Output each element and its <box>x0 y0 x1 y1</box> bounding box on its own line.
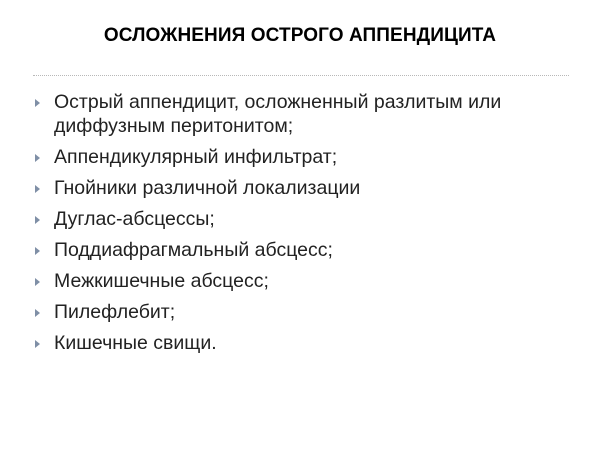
list-item-text: Кишечные свищи. <box>54 332 217 354</box>
bullet-list <box>35 90 570 362</box>
list-item <box>35 331 570 355</box>
list-item <box>35 90 570 138</box>
slide-title: ОСЛОЖНЕНИЯ ОСТРОГО АППЕНДИЦИТА <box>103 25 497 46</box>
list-item-text: Пилефлебит; <box>54 301 176 323</box>
triangle-bullet-icon <box>35 216 40 224</box>
list-item-text: Гнойники различной локализации <box>54 177 361 199</box>
list-item <box>35 145 570 169</box>
list-item-text: Острый аппендицит, осложненный разлитым или диффузным перитонитом; <box>54 91 502 137</box>
triangle-bullet-icon <box>35 99 40 107</box>
triangle-bullet-icon <box>35 340 40 348</box>
list-item-text: Межкишечные абсцесс; <box>54 270 269 292</box>
list-item <box>35 176 570 200</box>
triangle-bullet-icon <box>35 185 40 193</box>
list-item <box>35 238 570 262</box>
triangle-bullet-icon <box>35 247 40 255</box>
triangle-bullet-icon <box>35 154 40 162</box>
list-item-text: Дуглас-абсцессы; <box>54 208 215 230</box>
list-item <box>35 300 570 324</box>
list-item <box>35 207 570 231</box>
list-item <box>35 269 570 293</box>
triangle-bullet-icon <box>35 309 40 317</box>
list-item-text: Поддиафрагмальный абсцесс; <box>54 239 333 261</box>
triangle-bullet-icon <box>35 278 40 286</box>
list-item-text: Аппендикулярный инфильтрат; <box>54 146 338 168</box>
title-divider <box>33 75 569 76</box>
